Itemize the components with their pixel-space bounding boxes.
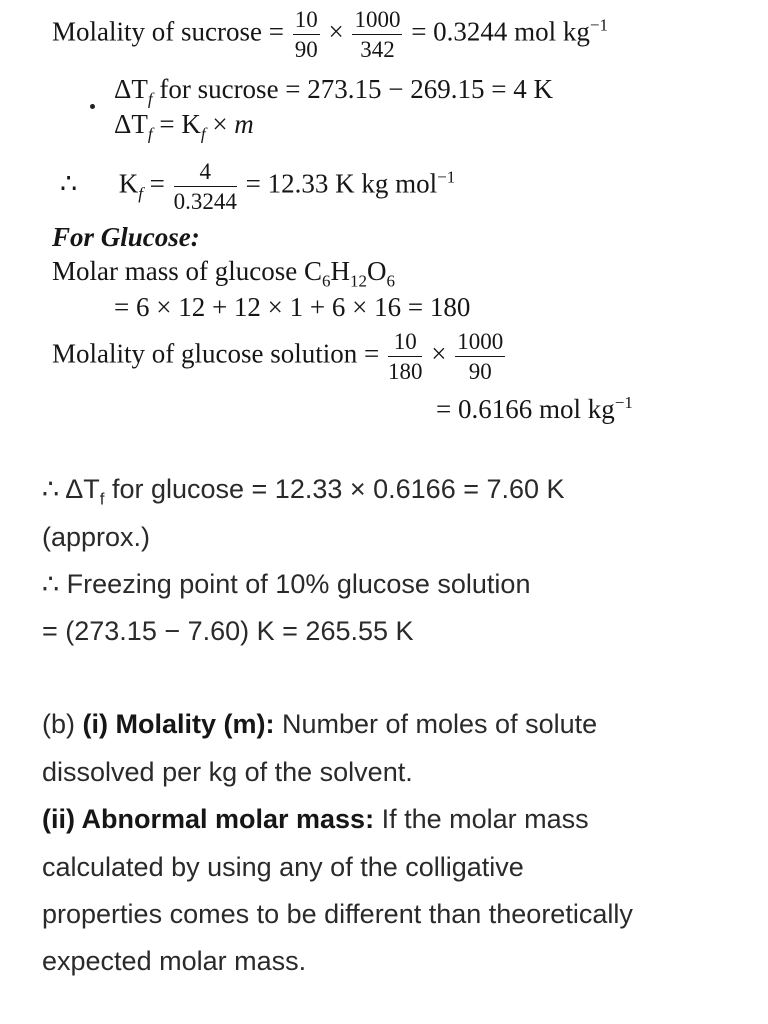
- subscript-f: f: [147, 124, 153, 144]
- glucose-molality-label: Molality of glucose solution =: [52, 338, 380, 369]
- sucrose-fraction-1-num: 10: [293, 8, 320, 35]
- delta-tf-sucrose-text: for sucrose = 273.15 − 269.15 = 4 K: [152, 74, 553, 104]
- glucose-molar-mass-calc: = 6 × 12 + 12 × 1 + 6 × 16 = 180: [114, 292, 471, 322]
- term-abnormal-molar-mass: (ii) Abnormal molar mass:: [42, 804, 375, 834]
- o-symbol: O: [366, 256, 387, 286]
- sucrose-molality-label: Molality of sucrose =: [52, 16, 284, 47]
- subscript-f: f: [138, 184, 143, 204]
- formula-equals-kf: = K: [152, 109, 201, 139]
- conclusion-line-1: [42, 474, 565, 509]
- glucose-molar-mass-line: [52, 256, 395, 291]
- term-molality: (i) Molality (m):: [82, 709, 275, 739]
- sucrose-fraction-1: [293, 8, 320, 61]
- glucose-fraction-2: [455, 330, 505, 383]
- kf-fraction-den: 0.3244: [173, 189, 237, 214]
- definition-i-line-2: dissolved per kg of the solvent.: [42, 757, 413, 787]
- glucose-heading: For Glucose:: [52, 222, 200, 252]
- sucrose-molality-line: [52, 8, 608, 61]
- c-subscript: 6: [321, 271, 331, 291]
- definition-ii-line-1: [42, 804, 589, 835]
- therefore-symbol: ∴: [60, 168, 78, 199]
- glucose-molality-line: [52, 330, 507, 383]
- kf-fraction-num: 4: [174, 160, 237, 187]
- sucrose-fraction-2: [352, 8, 402, 61]
- bullet-dot: [90, 104, 95, 109]
- h-subscript: 12: [349, 271, 367, 291]
- times-sign: ×: [328, 16, 344, 47]
- conclusion-delta-tf-text: for glucose = 12.33 × 0.6166 = 7.60 K: [104, 474, 565, 504]
- formula-times: ×: [205, 109, 235, 139]
- sucrose-molality-result: = 0.3244 mol kg: [411, 16, 590, 47]
- glucose-fraction-1-den: 180: [387, 359, 423, 384]
- glucose-fraction-2-num: 1000: [455, 330, 505, 357]
- kf-line: [60, 160, 455, 213]
- definition-ii-text: If the molar mass: [374, 804, 589, 834]
- subscript-f: f: [200, 124, 206, 144]
- o-subscript: 6: [386, 271, 395, 291]
- subscript-f: f: [147, 89, 153, 109]
- sucrose-delta-tf-line: [114, 74, 553, 109]
- sucrose-fraction-2-num: 1000: [352, 8, 402, 35]
- glucose-molality-result: [436, 394, 633, 425]
- kf-fraction: [174, 160, 237, 213]
- conclusion-line-3: ∴ Freezing point of 10% glucose solution: [42, 569, 531, 599]
- unit-exponent: −1: [614, 393, 633, 412]
- glucose-molality-value: = 0.6166 mol kg: [436, 394, 615, 424]
- glucose-fraction-2-den: 90: [468, 359, 492, 384]
- formula-m: m: [234, 109, 254, 139]
- definition-ii-line-3: properties comes to be different than theoretically: [42, 899, 633, 929]
- h-symbol: H: [330, 256, 350, 286]
- definition-ii-line-4: expected molar mass.: [42, 946, 307, 976]
- kf-result: = 12.33 K kg mol: [245, 168, 438, 199]
- part-b-prefix: (b): [42, 709, 83, 739]
- unit-exponent: −1: [437, 167, 456, 187]
- conclusion-line-2: (approx.): [42, 522, 151, 552]
- definition-ii-line-2: calculated by using any of the colligative: [42, 852, 524, 882]
- unit-exponent: −1: [589, 15, 609, 35]
- formula-line: [114, 109, 254, 144]
- delta-tf-symbol: ΔT: [114, 74, 148, 104]
- formula-delta-tf: ΔT: [114, 109, 148, 139]
- sucrose-fraction-2-den: 342: [360, 37, 395, 62]
- glucose-fraction-1-num: 10: [388, 330, 423, 357]
- definition-i-line-1: [42, 709, 597, 740]
- sucrose-fraction-1-den: 90: [294, 37, 318, 62]
- times-sign: ×: [431, 338, 447, 369]
- subscript-f: f: [99, 489, 105, 509]
- molar-mass-label: Molar mass of glucose C: [52, 256, 322, 286]
- conclusion-line-4: = (273.15 − 7.60) K = 265.55 K: [42, 616, 414, 646]
- glucose-fraction-1: [388, 330, 423, 383]
- conclusion-delta-tf: ∴ ΔT: [42, 474, 100, 504]
- definition-i-text: Number of moles of solute: [274, 709, 598, 739]
- kf-label: K: [118, 168, 139, 199]
- kf-equals: =: [142, 168, 165, 199]
